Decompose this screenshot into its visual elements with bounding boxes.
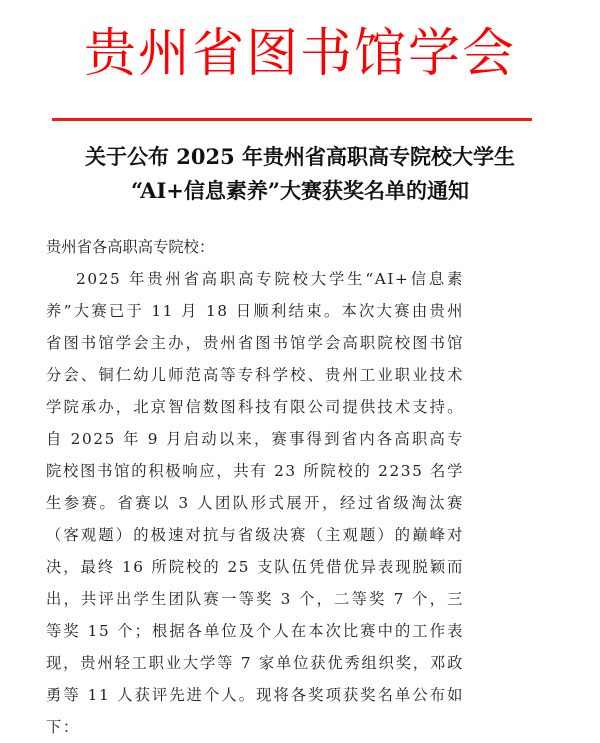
document-title-line-2: “AI+信息素养”大赛获奖名单的通知 xyxy=(131,178,469,203)
masthead-organization-name: 贵州省图书馆学会 xyxy=(83,24,516,84)
body-paragraph: 2025 年贵州省高职高专院校大学生“AI+信息素养”大赛已于 11 月 18 日顺利结束。本次大赛由贵州省图书馆学会主办，贵州省图书馆学会高职院校图书馆分会、铜仁幼儿师范高等专科学校、贵州工业职业技术学院承办，北京智信数图科技有限公司提供技术支持。自 2025 年 9 月启动以来，赛事得到省内各高职高专院校图书馆的积极响应，共有 23 所院校的 2235 名学生参赛。省赛以 3 人团队形式展开，经过省级淘汰赛（客观题）的极速对抗与省级决赛（主观题）的巅峰对决，最终 16 所院校的 25 支队伍凭借优异表现脱颖而出，共评出学生团队赛一等奖 3 个，二等奖 7 个，三等奖 15 个；根据各单位及个人在本次比赛中的工作表现，贵州轻工职业大学等 7 家单位获优秀组织奖，邓政勇等 11 人获评先进个人。现将各奖项获奖名单公布如下： xyxy=(46,270,464,736)
masthead-red-rule xyxy=(52,118,532,121)
document-title-line-1: 关于公布 2025 年贵州省高职高专院校大学生 xyxy=(84,144,516,169)
document-body xyxy=(46,231,466,743)
document-title xyxy=(0,140,600,208)
salutation: 贵州省各高职高专院校： xyxy=(46,238,215,256)
